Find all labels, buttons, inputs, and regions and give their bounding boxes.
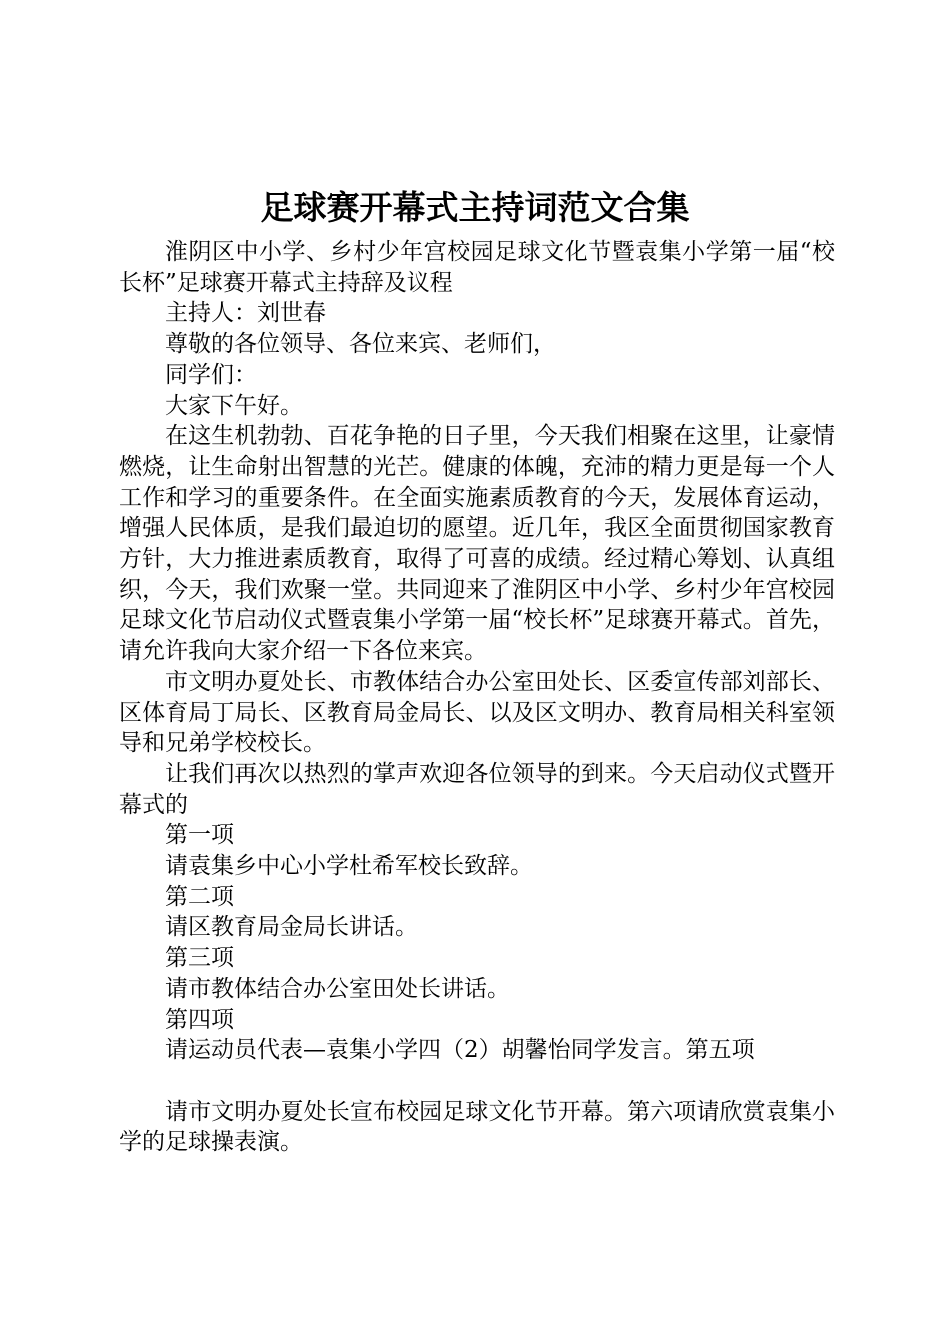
paragraph-opening-speech: 在这生机勃勃、百花争艳的日子里，今天我们相聚在这里，让豪情燃烧，让生命射出智慧的光芒。健康的体魄，充沛的精力更是每一个人工作和学习的重要条件。在全面实施素质教育的今天，发展体育运动，增强人民体质，是我们最迫切的愿望。近几年，我区全面贯彻国家教育方针，大力推进素质教育，取得了可喜的成绩。经过精心筹划、认真组织，今天，我们欢聚一堂。共同迎来了淮阴区中小学、乡村少年宫校园足球文化节启动仪式暨袁集小学第一届“校长杯”足球赛开幕式。首先，请允许我向大家介绍一下各位来宾。 xyxy=(119,423,835,665)
paragraph-item-4: 第四项 xyxy=(165,1006,234,1033)
paragraph-greeting: 大家下午好。 xyxy=(165,392,303,419)
paragraph-welcome: 让我们再次以热烈的掌声欢迎各位领导的到来。今天启动仪式暨开幕式的 xyxy=(119,760,835,818)
paragraph-students: 同学们： xyxy=(165,361,257,388)
paragraph-item-2-detail: 请区教育局金局长讲话。 xyxy=(165,914,418,941)
paragraph-guests: 市文明办夏处长、市教体结合办公室田处长、区委宣传部刘部长、区体育局丁局长、区教育局金局长、以及区文明办、教育局相关科室领导和兄弟学校校长。 xyxy=(119,668,835,757)
paragraph-item-4-detail: 请运动员代表—袁集小学四（2）胡馨怡同学发言。第五项 xyxy=(165,1037,755,1064)
paragraph-host: 主持人：刘世春 xyxy=(165,300,326,327)
paragraph-item-5-detail: 请市文明办夏处长宣布校园足球文化节开幕。第六项请欣赏袁集小学的足球操表演。 xyxy=(119,1098,835,1156)
paragraph-item-2: 第二项 xyxy=(165,883,234,910)
paragraph-intro: 淮阴区中小学、乡村少年宫校园足球文化节暨袁集小学第一届“校长杯”足球赛开幕式主持辞及议程 xyxy=(119,239,835,296)
paragraph-item-1-detail: 请袁集乡中心小学杜希军校长致辞。 xyxy=(165,853,533,880)
document-title: 足球赛开幕式主持词范文合集 xyxy=(260,188,690,227)
paragraph-item-3-detail: 请市教体结合办公室田处长讲话。 xyxy=(165,975,510,1002)
paragraph-spacer xyxy=(119,1066,835,1097)
paragraph-item-1: 第一项 xyxy=(165,822,234,849)
document-body xyxy=(119,237,835,1158)
paragraph-item-3: 第三项 xyxy=(165,945,234,972)
paragraph-salutation: 尊敬的各位领导、各位来宾、老师们， xyxy=(165,331,556,358)
